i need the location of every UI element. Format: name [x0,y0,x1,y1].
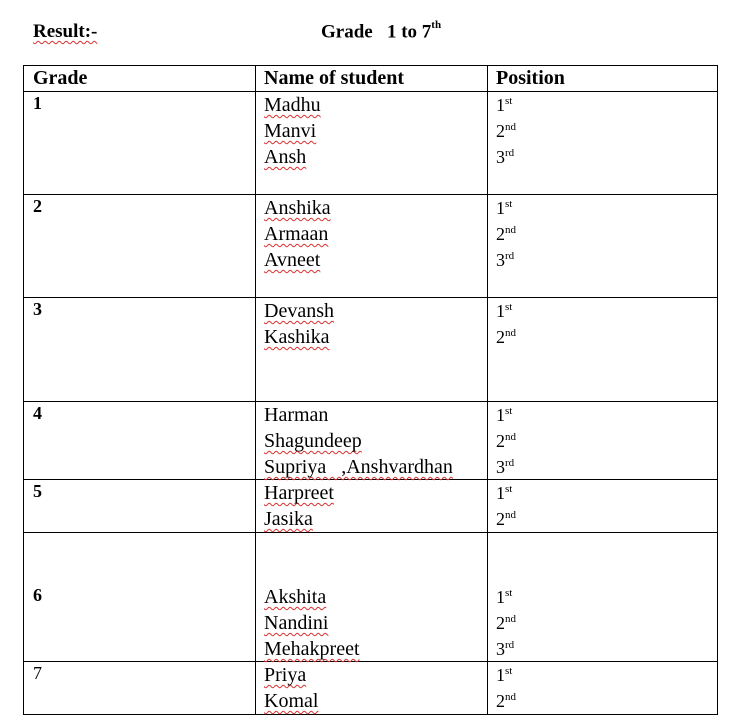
positions-cell [496,298,516,350]
position-value: 3rd [496,639,515,659]
student-names-cell [264,195,331,273]
row-divider [23,661,718,662]
student-name: Harman [264,404,329,426]
student-names-cell [264,298,334,350]
position-value: 2nd [496,431,516,451]
positions-cell [496,662,516,714]
position-value: 1st [496,405,513,425]
grade-cell: 3 [33,299,42,319]
position-value: 2nd [496,691,516,711]
row-divider [23,532,718,533]
position-value: 1st [496,665,513,685]
positions-cell [496,92,516,170]
position-value: 2nd [496,509,516,529]
position-value: 1st [496,301,513,321]
student-names-cell [264,662,318,714]
position-value: 1st [496,587,513,607]
student-name: Manvi [264,120,317,142]
positions-cell [496,195,516,273]
result-label: Result:- [33,21,98,42]
column-header-position: Position [496,67,565,89]
student-name: Madhu [264,94,321,116]
grade-range-text: Grade 1 to 7 [321,21,432,43]
student-name: Jasika [264,508,313,530]
table-border-bottom [23,714,718,715]
grade-cell: 2 [33,196,42,216]
student-name: Devansh [264,300,334,322]
table-border-left [23,65,24,715]
column-header-name: Name of student [264,67,404,89]
grade-cell: 1 [33,93,42,113]
row-divider [23,297,718,298]
positions-cell [496,402,516,480]
table-border-right [717,65,718,715]
header-bottom-border [23,91,718,92]
student-name: Nandini [264,612,329,634]
student-name: Akshita [264,586,327,608]
student-name: Harpreet [264,482,334,504]
position-value: 3rd [496,250,515,270]
positions-cell [496,584,516,662]
student-name: Mehakpreet [264,638,360,660]
student-names-cell [264,584,360,662]
student-name: Komal [264,690,319,712]
position-value: 1st [496,483,513,503]
grade-cell: 6 [33,585,42,605]
position-value: 2nd [496,327,516,347]
student-name: Armaan [264,223,329,245]
student-name: Kashika [264,326,330,348]
table-divider-grade-name [255,65,256,715]
position-value: 2nd [496,224,516,244]
positions-cell [496,480,516,532]
student-name: Supriya ,Anshvardhan [264,456,453,478]
table-border-top [23,65,718,66]
student-name: Anshika [264,197,331,219]
grade-cell: 7 [33,663,42,683]
column-header-grade: Grade [33,67,88,89]
student-name: Ansh [264,146,307,168]
grade-range-superscript: th [431,19,442,31]
position-value: 3rd [496,147,515,167]
table-divider-name-position [487,65,488,715]
position-value: 3rd [496,457,515,477]
grade-cell: 5 [33,481,42,501]
student-name: Priya [264,664,307,686]
position-value: 2nd [496,613,516,633]
grade-cell: 4 [33,403,42,423]
student-names-cell [264,480,334,532]
student-names-cell [264,402,453,480]
student-name: Shagundeep [264,430,362,452]
student-name: Avneet [264,249,321,271]
position-value: 1st [496,198,513,218]
position-value: 2nd [496,121,516,141]
position-value: 1st [496,95,513,115]
row-divider [23,194,718,195]
student-names-cell [264,92,321,170]
